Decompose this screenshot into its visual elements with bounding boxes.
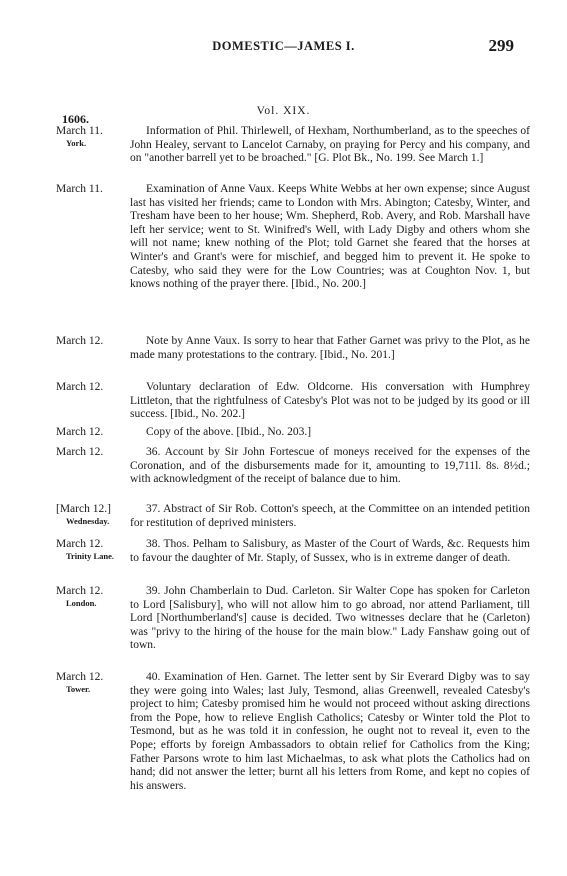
calendar-entry: [56, 671, 530, 793]
entry-text: 38. Thos. Pelham to Salisbury, as Master of the Court of Wards, &c. Requests him to favour the daughter of Mr. Staply, of Sussex, who is in extreme danger of death.: [130, 538, 530, 564]
calendar-entry: [56, 335, 530, 362]
entry-margin: [56, 183, 126, 196]
entry-place: Trinity Lane.: [66, 551, 115, 561]
entry-margin: [56, 426, 126, 439]
entry-date: March 11.: [56, 125, 103, 137]
calendar-entry: [56, 538, 530, 565]
entry-text: 39. John Chamberlain to Dud. Carleton. Sir Walter Cope has spoken for Carleton to Lord [Salisbury], who will not allow him to go abroad, nor attend Parliament, till Lord [Northumberland's] cause is decided. Two witnesses declare that he (Carleton) was "privy to the hiring of the house for the main blow." Lady Fanshaw going out of town.: [130, 585, 530, 652]
entry-place: London.: [66, 598, 97, 608]
entry-text: 37. Abstract of Sir Rob. Cotton's speech, at the Committee on an intended petition for restitution of deprived ministers.: [130, 503, 530, 529]
entry-place: Tower.: [66, 684, 91, 694]
entry-text: Note by Anne Vaux. Is sorry to hear that Father Garnet was privy to the Plot, as he made many protestations to the contrary. [Ibid., No. 201.]: [130, 335, 530, 361]
entry-text: 40. Examination of Hen. Garnet. The letter sent by Sir Everard Digby was to say they were going into Wales; last July, Tesmond, alias Greenwell, revealed Catesby's project to him; Catesby promised him he would not proceed without asking directions from the Pope, how to relieve English Catholics; Catesby or Winter told the Plot to Tesmond, but as he was told it in confession, he ought not to reveal it, even to the Pope; efforts by foreign Ambassadors to obtain relief for Catholics from the King; Father Parsons wrote to him last Michaelmas, to ask what plots the Catholics had on hand; did not answer the letter; burnt all his letters from Rome, and kept no copies of his answers.: [130, 671, 530, 792]
entry-margin: [56, 335, 126, 348]
year-label: 1606.: [62, 112, 89, 126]
entry-date: March 11.: [56, 183, 103, 195]
entry-place: York.: [66, 138, 87, 148]
entry-margin: [56, 671, 126, 694]
entry-date: March 12.: [56, 446, 104, 458]
calendar-entry: [56, 381, 530, 422]
calendar-entry: [56, 426, 530, 440]
entry-margin: [56, 446, 126, 459]
calendar-entry: [56, 446, 530, 487]
entry-place: Wednesday.: [66, 516, 110, 526]
entry-date: March 12.: [56, 426, 104, 438]
entry-margin: [56, 538, 126, 561]
entry-text: Information of Phil. Thirlewell, of Hexham, Northumberland, as to the speeches of John Healey, servant to Lancelot Carnaby, on praying for Percy and his company, and on "another barrell yet to be broached." [G. Plot Bk., No. 199. See March 1.]: [130, 125, 530, 165]
header-title: DOMESTIC—JAMES I.: [212, 39, 355, 53]
calendar-entry: [56, 125, 530, 166]
volume-heading: Vol. XIX.: [256, 105, 311, 117]
entry-margin: [56, 585, 126, 608]
entry-date: March 12.: [56, 585, 104, 597]
entry-margin: [56, 381, 126, 394]
entry-date: March 12.: [56, 671, 104, 683]
entry-margin: [56, 125, 126, 148]
page-number: 299: [488, 36, 514, 55]
entry-date: [March 12.]: [56, 503, 111, 515]
entry-date: March 12.: [56, 335, 104, 347]
entry-date: March 12.: [56, 381, 104, 393]
entry-text: Copy of the above. [Ibid., No. 203.]: [146, 426, 312, 438]
running-header: [0, 36, 567, 60]
entry-text: Examination of Anne Vaux. Keeps White Webbs at her own expense; since August last has visited her friends; came to London with Mrs. Abington; Catesby, Winter, and Tresham have been to her house; Wm. Shepherd, Rob. Avery, and Rob. Marshall have left her service; went to St. Winifred's Well, with Lady Digby and others whom she will not name; knew nothing of the Plot; told Garnet she feared that the horses at Winter's and Grant's were for mischief, and begged him to prevent it. He spoke to Catesby, who said they were for the Low Countries; was at Coughton Nov. 1, but knows nothing of the prayer there. [Ibid., No. 200.]: [130, 183, 530, 291]
calendar-entry: [56, 503, 530, 530]
calendar-entry: [56, 585, 530, 653]
entry-text: 36. Account by Sir John Fortescue of moneys received for the expenses of the Coronation, and of the disbursements made for it, amounting to 19,711l. 8s. 8½d.; with acknowledgment of the receipt of balance due to him.: [130, 446, 530, 486]
entry-margin: [56, 503, 126, 526]
entry-text: Voluntary declaration of Edw. Oldcorne. His conversation with Humphrey Littleton, that the rightfulness of Catesby's Plot was not to be judged by its good or ill success. [Ibid., No. 202.]: [130, 381, 530, 421]
entry-date: March 12.: [56, 538, 104, 550]
calendar-entry: [56, 183, 530, 292]
